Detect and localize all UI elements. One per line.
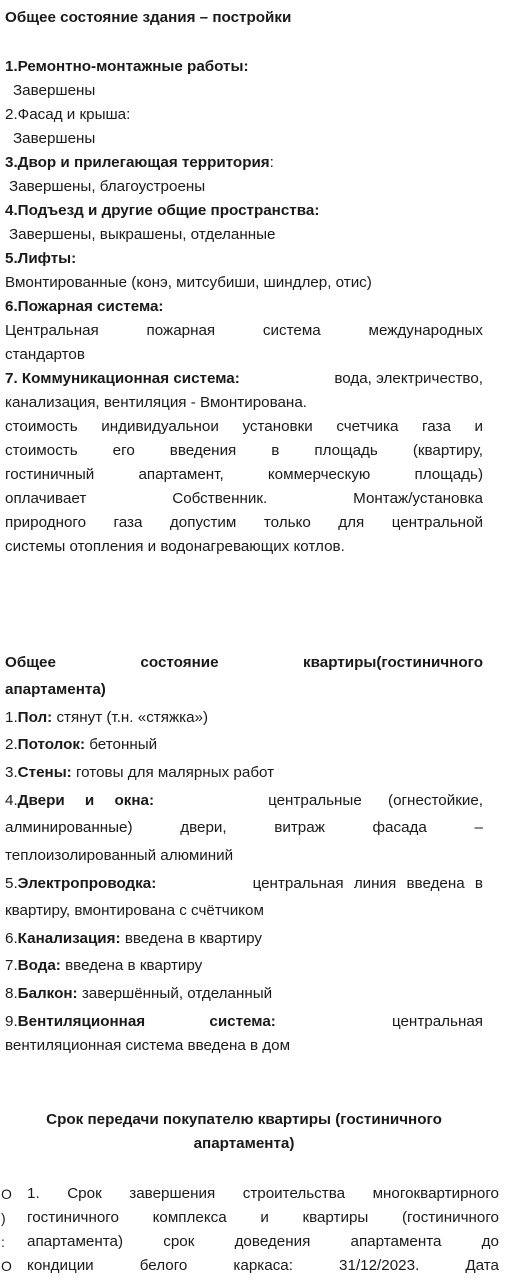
building-item-7-value-line2: канализация, вентиляция - Вмонтирована. <box>5 394 307 411</box>
apartment-item-1-number: 1. <box>5 709 18 726</box>
apartment-item-1-value: стянут (т.н. «стяжка») <box>56 709 209 726</box>
apartment-item-9 <box>5 1012 483 1032</box>
apartment-item-2-value: бетонный <box>89 736 158 753</box>
gas-paragraph-line3: гостиничный апартамент, коммерческую площадь) <box>5 466 483 483</box>
apartment-item-3-label: Стены: <box>17 764 72 781</box>
building-item-4-label: 4.Подъезд и другие общие пространства: <box>5 202 320 219</box>
gas-paragraph-line4: оплачивает Собственник. Монтаж/установка <box>5 490 483 507</box>
transfer-paragraph-line2: гостиничного комплекса и квартиры (гостиничного <box>27 1209 499 1226</box>
building-item-6-value-line1: Центральная пожарная система международных <box>5 322 483 339</box>
apartment-item-4-value-line1: центральные (огнестойкие, <box>268 792 483 809</box>
apartment-item-1 <box>5 708 483 728</box>
apartment-item-3-value: готовы для малярных работ <box>75 764 275 781</box>
apartment-item-8-value: завершённый, отделанный <box>81 985 273 1002</box>
building-item-7 <box>5 369 483 389</box>
building-title: Общее состояние здания – постройки <box>5 9 292 26</box>
apartment-item-5-label: Электропроводка: <box>17 875 157 892</box>
apartment-item-3-number: 3. <box>5 764 18 781</box>
transfer-paragraph-line1: 1. Срок завершения строительства многоквартирного <box>27 1185 499 1202</box>
apartment-item-8 <box>5 984 483 1004</box>
apartment-item-5-value-line1: центральная линия введена в <box>252 875 483 892</box>
apartment-item-5-value-line2: квартиру, вмонтирована с счётчиком <box>5 902 264 919</box>
apartment-item-7-value: введена в квартиру <box>65 957 203 974</box>
building-item-7-value-line1: вода, электричество, <box>334 370 483 387</box>
building-item-3 <box>5 153 483 173</box>
apartment-item-5-number: 5. <box>5 875 18 892</box>
transfer-title-line1: Срок передачи покупателю квартиры (гостиничного <box>46 1111 442 1128</box>
gas-paragraph-line1: стоимость индивидуальнои установки счетчика газа и <box>5 418 483 435</box>
apartment-item-7-label: Вода: <box>17 957 61 974</box>
gas-paragraph-line5: природного газа допустим только для центральной <box>5 514 483 531</box>
apartment-item-2 <box>5 735 483 755</box>
apartment-item-7-number: 7. <box>5 957 18 974</box>
apartment-item-7 <box>5 956 483 976</box>
apartment-item-1-label: Пол: <box>17 709 53 726</box>
transfer-paragraph-line3: апартамента) срок доведения апартамента до <box>27 1233 499 1250</box>
apartment-item-5 <box>5 874 483 894</box>
apartment-item-4-value-line3: теплоизолированный алюминий <box>5 847 234 864</box>
apartment-item-2-number: 2. <box>5 736 18 753</box>
apartment-item-6-value: введена в квартиру <box>124 930 262 947</box>
building-item-5-value: Вмонтированные (конэ, митсубиши, шиндлер, отис) <box>5 274 372 291</box>
apartment-title-line2: апартамента) <box>5 681 106 698</box>
building-item-6-value-line2: стандартов <box>5 346 85 363</box>
apartment-item-6-number: 6. <box>5 930 18 947</box>
apartment-title-line1: Общее состояние квартиры(гостиничного <box>5 654 483 671</box>
building-item-5-label: 5.Лифты: <box>5 250 77 267</box>
building-item-1-value: Завершены <box>13 82 96 99</box>
building-item-3-value: Завершены, благоустроены <box>9 178 206 195</box>
building-item-1-label: 1.Ремонтно-монтажные работы: <box>5 58 249 75</box>
apartment-item-4-value-line2: алминированные) двери, витраж фасада – <box>5 819 483 836</box>
apartment-item-3 <box>5 763 483 783</box>
apartment-item-4 <box>5 791 483 811</box>
gas-paragraph-line6: системы отопления и водонагревающих котлов. <box>5 538 345 555</box>
margin-marker-1: O <box>1 1186 12 1202</box>
building-item-2-label: 2.Фасад и крыша: <box>5 106 131 123</box>
building-item-3-label: 3.Двор и прилегающая территория <box>5 154 270 171</box>
building-item-7-label: 7. Коммуникационная система: <box>5 370 240 387</box>
apartment-item-8-label: Балкон: <box>17 985 78 1002</box>
gas-paragraph-line2: стоимость его введения в площадь (квартиру, <box>5 442 483 459</box>
margin-marker-3: : <box>1 1234 5 1250</box>
building-item-6-label: 6.Пожарная система: <box>5 298 164 315</box>
apartment-item-2-label: Потолок: <box>17 736 86 753</box>
transfer-paragraph-line4: кондиции белого каркаса: 31/12/2023. Дата <box>27 1257 499 1274</box>
apartment-item-4-number: 4. <box>5 792 18 809</box>
apartment-item-9-label: Вентиляционная система: <box>17 1013 276 1030</box>
apartment-item-4-head <box>5 791 154 811</box>
apartment-item-9-value-line1: центральная <box>391 1013 483 1030</box>
apartment-item-9-head <box>5 1012 276 1032</box>
building-item-4-value: Завершены, выкрашены, отделанные <box>9 226 276 243</box>
margin-marker-2: ) <box>1 1210 6 1226</box>
apartment-item-9-number: 9. <box>5 1013 18 1030</box>
margin-marker-4: O <box>1 1258 12 1274</box>
transfer-title-line2: апартамента) <box>193 1135 295 1152</box>
apartment-item-6 <box>5 929 483 949</box>
apartment-item-5-head <box>5 874 156 894</box>
apartment-item-9-value-line2: вентиляционная система введена в дом <box>5 1037 291 1054</box>
building-item-2-value: Завершены <box>13 130 96 147</box>
apartment-item-8-number: 8. <box>5 985 18 1002</box>
building-item-3-colon: : <box>269 154 274 171</box>
apartment-item-6-label: Канализация: <box>17 930 121 947</box>
apartment-item-4-label: Двери и окна: <box>17 792 155 809</box>
